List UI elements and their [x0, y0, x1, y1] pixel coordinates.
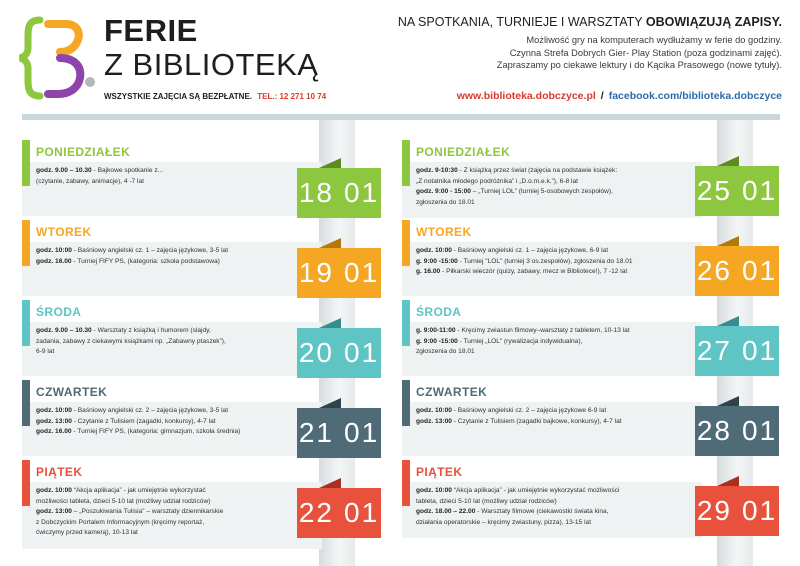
- day-name: PONIEDZIAŁEK: [36, 145, 131, 159]
- event-description: możliwości tableta, dzieci 5-10 lat (możliwy udział rodziców): [36, 497, 211, 505]
- event-time: godz. 10:00: [36, 487, 72, 494]
- event-item: [416, 267, 700, 278]
- header-info: [342, 14, 782, 72]
- event-time: g. 16.00: [416, 268, 441, 275]
- day-block: [402, 220, 778, 300]
- event-time: godz. 18.00 – 22.00: [416, 508, 476, 515]
- day-block: [22, 380, 392, 460]
- info-line: Zapraszamy po ciekawe lektury i do Kącika Prasowego (nowe tytuły).: [496, 60, 782, 70]
- free-events-note: [104, 92, 326, 101]
- day-block: [22, 300, 392, 380]
- day-name: ŚRODA: [36, 305, 82, 319]
- event-time: godz. 10:00: [416, 487, 452, 494]
- date-box-fold: [717, 316, 739, 326]
- day-color-bar: [22, 220, 30, 266]
- event-item: [416, 417, 700, 428]
- event-time: g. 9:00 -15:00: [416, 257, 458, 265]
- date-day: 27: [696, 335, 732, 366]
- event-description: - Kręcimy zwiastun filmowy–warsztaty z tabletem, 10-13 lat: [455, 327, 630, 334]
- event-item: [416, 187, 700, 198]
- event-description: - Warsztaty z książką i humorem (slajdy,: [91, 327, 211, 334]
- event-item: [416, 246, 700, 257]
- date-day: 20: [298, 337, 334, 368]
- contact-links: [457, 90, 782, 102]
- event-description: ćwiczymy przed kamerą), 10-13 lat: [36, 529, 138, 536]
- date-day: 29: [696, 495, 732, 526]
- event-time: godz. 9:00 - 15:00: [416, 188, 471, 195]
- date-day: 22: [298, 497, 334, 528]
- date-month: 01: [344, 257, 380, 288]
- date-box-fold: [717, 156, 739, 166]
- event-description: - Baśniowy angielski cz. 2 – zajęcia językowe, 3-5 lat: [71, 407, 229, 414]
- day-color-bar: [22, 140, 30, 186]
- event-description: zadania, zabawy z ciekawymi książkami np. „Zabawny ptaszek”),: [36, 337, 226, 345]
- event-item: [416, 406, 700, 417]
- day-name: WTOREK: [416, 225, 472, 239]
- event-time: g. 9:00 -15:00: [416, 337, 458, 345]
- date-box: [695, 166, 779, 216]
- event-item: [36, 246, 320, 257]
- event-list: [36, 246, 320, 267]
- date-month: 01: [742, 415, 778, 446]
- event-item: [416, 257, 700, 268]
- event-description: – „Turniej LOL” (turniej 5-osobowych zespołów),: [470, 188, 613, 195]
- day-block: [402, 300, 778, 380]
- day-block: [402, 140, 778, 220]
- info-text: [342, 34, 782, 72]
- event-time: godz. 10:00: [416, 407, 452, 414]
- event-description: - Baśniowy angielski cz. 2 – zajęcia językowe 6-9 lat: [451, 407, 607, 414]
- day-name: CZWARTEK: [416, 385, 488, 399]
- event-list: [416, 406, 700, 427]
- day-name: ŚRODA: [416, 305, 462, 319]
- event-description: zgłoszenia do 18.01: [416, 198, 475, 206]
- date-box-fold: [717, 396, 739, 406]
- date-day: 19: [298, 257, 334, 288]
- date-box: [297, 248, 381, 298]
- week2-column: [402, 120, 778, 560]
- event-description: - Baśniowy angielski cz. 1 – zajęcia językowe, 3-5 lat: [71, 247, 229, 254]
- day-color-bar: [402, 380, 410, 426]
- date-box-fold: [319, 238, 341, 248]
- event-list: [416, 246, 700, 278]
- event-description: - Turniej "LOL" (turniej 3 os.zespołów), zgłoszenia do 18.01: [457, 257, 633, 265]
- week1-column: [22, 120, 392, 560]
- event-list: [416, 166, 700, 208]
- poster-title-line1: FERIE: [104, 13, 198, 48]
- event-item: [36, 166, 320, 177]
- day-name: WTOREK: [36, 225, 92, 239]
- event-description: tableta, dzieci 5-10 lat (możliwy udział rodziców): [416, 497, 557, 505]
- date-month: 01: [742, 335, 778, 366]
- event-list: [416, 326, 700, 358]
- event-item: [36, 518, 320, 529]
- event-item: [36, 326, 320, 337]
- event-item: [416, 507, 700, 518]
- date-box: [695, 246, 779, 296]
- date-month: 01: [344, 497, 380, 528]
- event-list: [36, 406, 320, 438]
- date-box-fold: [319, 478, 341, 488]
- date-box: [297, 408, 381, 458]
- event-list: [36, 486, 320, 539]
- info-line: Czynna Strefa Dobrych Gier- Play Station (poza godzinami zajęć).: [509, 47, 782, 58]
- date-month: 01: [742, 175, 778, 206]
- date-day: 18: [298, 177, 334, 208]
- event-item: [416, 166, 700, 177]
- event-description: - Warsztaty filmowe (ciekawostki świata kina,: [475, 508, 609, 515]
- event-time: godz. 16.00: [36, 257, 72, 265]
- signup-notice-emphasis: OBOWIĄZUJĄ ZAPISY.: [645, 15, 782, 29]
- event-item: [36, 486, 320, 497]
- day-color-bar: [402, 140, 410, 186]
- date-day: 25: [696, 175, 732, 206]
- day-block: [22, 220, 392, 300]
- date-day: 28: [696, 415, 732, 446]
- event-description: “Akcja aplikacja” - jak umiejętnie wykorzystać możliwości: [451, 487, 620, 494]
- event-description: - Czytanie z Tulisiem (zagadki, konkursy), 4-7 lat: [71, 417, 216, 425]
- day-block: [22, 460, 392, 540]
- event-item: [36, 177, 320, 188]
- event-item: [416, 486, 700, 497]
- event-time: godz. 9.00 – 10.30: [36, 327, 92, 334]
- event-item: [36, 406, 320, 417]
- day-name: PONIEDZIAŁEK: [416, 145, 511, 159]
- event-item: [416, 347, 700, 358]
- event-description: - Bajkowe spotkanie z...: [91, 167, 164, 174]
- date-box: [297, 168, 381, 218]
- event-item: [36, 337, 320, 348]
- event-description: z Dobczyckim Portalem Informacyjnym (kręcimy reportaż,: [36, 518, 205, 526]
- phone-number: TEL.: 12 271 10 74: [257, 92, 327, 101]
- event-time: godz. 13:00: [36, 508, 72, 515]
- event-item: [416, 337, 700, 348]
- event-list: [36, 326, 320, 358]
- day-color-bar: [402, 220, 410, 266]
- event-item: [36, 427, 320, 438]
- event-list: [416, 486, 700, 528]
- event-item: [36, 528, 320, 539]
- date-box-fold: [717, 476, 739, 486]
- event-description: 6-9 lat: [36, 348, 55, 355]
- event-time: godz. 10:00: [36, 247, 72, 254]
- signup-notice-text: NA SPOTKANIA, TURNIEJE I WARSZTATY: [397, 15, 646, 29]
- event-item: [416, 518, 700, 529]
- date-day: 26: [696, 255, 732, 286]
- event-time: godz. 13:00: [416, 417, 452, 425]
- day-block: [22, 140, 392, 220]
- day-color-bar: [22, 300, 30, 346]
- event-item: [36, 347, 320, 358]
- date-month: 01: [344, 417, 380, 448]
- event-item: [36, 257, 320, 268]
- event-description: - Turniej FIFY PS, (kategoria: gimnazjum, szkoła średnia): [71, 428, 241, 435]
- day-color-bar: [402, 300, 410, 346]
- event-list: [36, 166, 320, 187]
- event-description: działania operatorskie – kręcimy zwiastuny, pizza), 13-15 lat: [416, 518, 592, 526]
- event-description: - Turniej FIFY PS, (kategoria: szkoła podstawowa): [71, 257, 220, 265]
- event-item: [36, 497, 320, 508]
- event-description: (czytanie, zabawy, animacje), 4 -7 lat: [36, 177, 144, 185]
- event-description: – „Poszukiwania Tulisia” – warsztaty dziennikarskie: [71, 508, 224, 515]
- day-color-bar: [22, 460, 30, 506]
- event-time: godz. 10:00: [416, 247, 452, 254]
- event-description: - Z książką przez świat (zajęcia na podstawie książek:: [457, 167, 618, 174]
- event-time: g. 9:00-11:00: [416, 327, 456, 334]
- day-block: [402, 460, 778, 540]
- signup-notice: [342, 14, 782, 30]
- event-time: godz. 10:00: [36, 407, 72, 414]
- day-color-bar: [22, 380, 30, 426]
- date-box: [695, 406, 779, 456]
- event-time: godz. 13:00: [36, 417, 72, 425]
- website-link[interactable]: www.biblioteka.dobczyce.pl: [456, 90, 596, 102]
- event-description: - Baśniowy angielski cz. 1 – zajęcia językowe, 6-9 lat: [451, 247, 609, 254]
- link-separator: /: [600, 90, 604, 102]
- event-description: „Z notatnika młodego podróżnika” i „D.o.m.e.k.”), 6-8 lat: [416, 177, 578, 185]
- info-line: Możliwość gry na komputerach wydłużamy w ferie do godziny.: [526, 35, 782, 45]
- date-box-fold: [319, 158, 341, 168]
- day-color-bar: [402, 460, 410, 506]
- date-month: 01: [344, 337, 380, 368]
- date-box: [695, 326, 779, 376]
- event-item: [416, 497, 700, 508]
- date-box: [695, 486, 779, 536]
- date-month: 01: [742, 255, 778, 286]
- event-item: [36, 417, 320, 428]
- event-item: [416, 198, 700, 209]
- poster-title-line2: Z BIBLIOTEKĄ: [104, 47, 319, 82]
- event-description: - Piłkarski wieczór (quizy, zabawy, mecz w Bibliotece!), 7 -12 lat: [440, 268, 628, 275]
- date-month: 01: [742, 495, 778, 526]
- event-description: “Akcja aplikacja” - jak umiejętnie wykorzystać: [71, 487, 206, 494]
- event-item: [416, 326, 700, 337]
- facebook-link[interactable]: facebook.com/biblioteka.dobczyce: [608, 90, 782, 102]
- date-box: [297, 488, 381, 538]
- event-item: [416, 177, 700, 188]
- day-block: [402, 380, 778, 460]
- date-month: 01: [344, 177, 380, 208]
- day-name: PIĄTEK: [36, 465, 83, 479]
- day-name: PIĄTEK: [416, 465, 463, 479]
- event-item: [36, 507, 320, 518]
- day-name: CZWARTEK: [36, 385, 108, 399]
- event-description: zgłoszenia do 18.01: [416, 348, 475, 355]
- date-box: [297, 328, 381, 378]
- library-logo: [18, 14, 96, 102]
- date-box-fold: [717, 236, 739, 246]
- event-description: - Czytanie z Tulisiem (zagadki bajkowe, konkursy), 4-7 lat: [451, 417, 622, 425]
- date-box-fold: [319, 398, 341, 408]
- free-events-text: WSZYSTKIE ZAJĘCIA SĄ BEZPŁATNE.: [104, 92, 253, 101]
- date-box-fold: [319, 318, 341, 328]
- date-day: 21: [298, 417, 334, 448]
- event-time: godz. 9.00 – 10.30: [36, 167, 92, 174]
- event-time: godz. 16.00: [36, 428, 72, 435]
- event-description: - Turniej „LOL” (rywalizacja indywidualna),: [457, 337, 583, 345]
- event-time: godz. 9-10:30: [416, 167, 458, 174]
